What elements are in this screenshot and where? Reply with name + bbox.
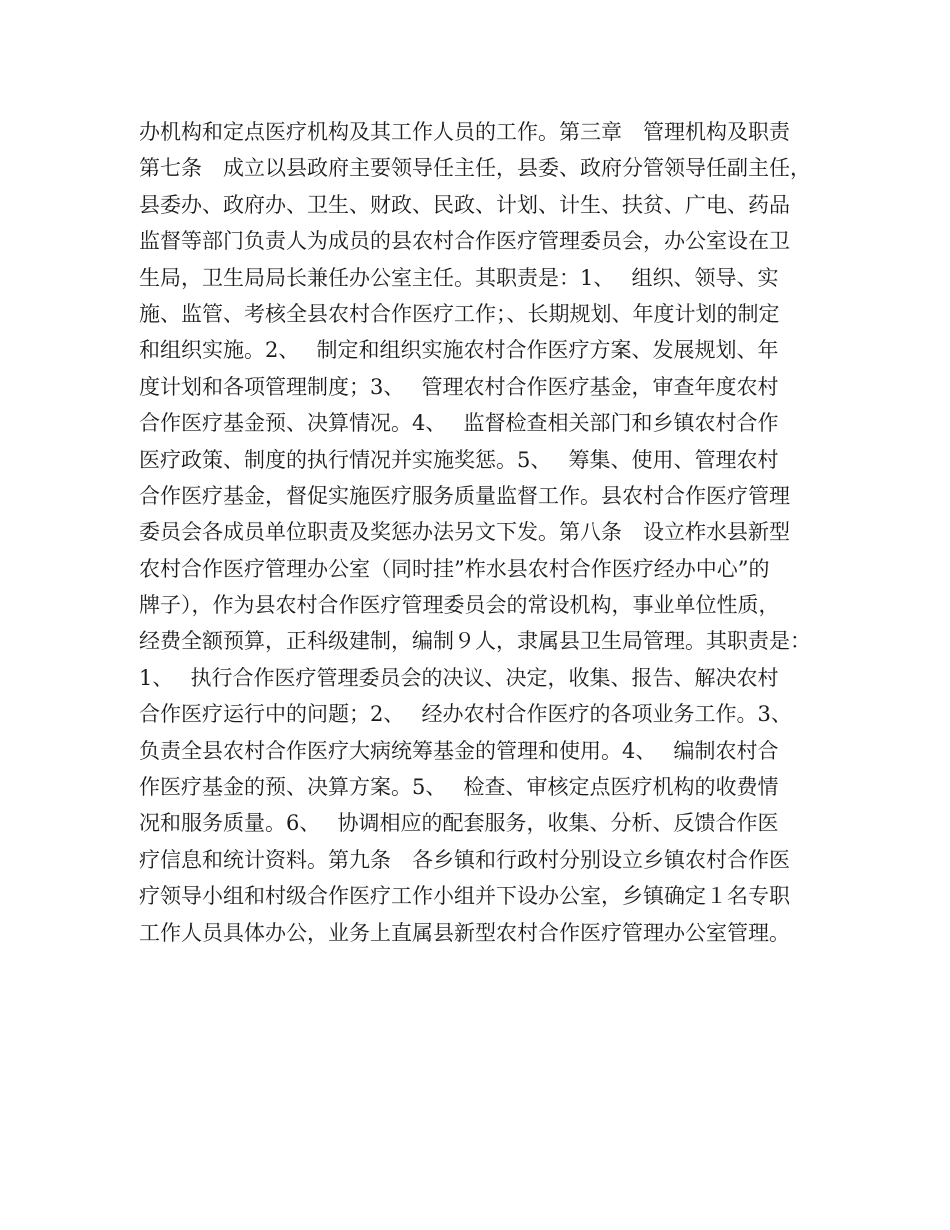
- text-line-4: 监督等部门负责人为成员的县农村合作医疗管理委员会，办公室设在卫: [139, 229, 790, 254]
- text-line-10: 医疗政策、制度的执行情况并实施奖惩。5、 筹集、使用、管理农村: [139, 447, 779, 472]
- text-line-18: 负责全县农村合作医疗大病统筹基金的管理和使用。4、 编制农村合: [139, 738, 779, 763]
- text-line-12: 委员会各成员单位职责及奖惩办法另文下发。第八条 设立柞水县新型: [139, 520, 790, 545]
- text-line-21: 疗信息和统计资料。第九条 各乡镇和行政村分别设立乡镇农村合作医: [139, 847, 790, 872]
- text-line-15: 经费全额预算，正科级建制，编制９人，隶属县卫生局管理。其职责是：: [139, 629, 811, 654]
- text-line-5: 生局，卫生局局长兼任办公室主任。其职责是：1、 组织、领导、实: [139, 265, 779, 290]
- text-line-16: 1、 执行合作医疗管理委员会的决议、决定，收集、报告、解决农村: [139, 665, 779, 690]
- text-line-19: 作医疗基金的预、决算方案。5、 检查、审核定点医疗机构的收费情: [139, 775, 779, 800]
- text-line-6: 施、监管、考核全县农村合作医疗工作；、长期规划、年度计划的制定: [139, 301, 780, 326]
- body-text: [139, 114, 819, 951]
- text-line-1: 办机构和定点医疗机构及其工作人员的工作。第三章 管理机构及职责: [139, 120, 790, 144]
- text-line-7: 和组织实施。2、 制定和组织实施农村合作医疗方案、发展规划、年: [139, 338, 779, 363]
- text-line-2: 第七条 成立以县政府主要领导任主任，县委、政府分管领导任副主任，: [139, 156, 811, 181]
- text-line-17: 合作医疗运行中的问题；2、 经办农村合作医疗的各项业务工作。3、: [139, 702, 792, 727]
- text-line-8: 度计划和各项管理制度；3、 管理农村合作医疗基金，审查年度农村: [139, 374, 779, 399]
- text-line-14: 牌子），作为县农村合作医疗管理委员会的常设机构，事业单位性质，: [139, 593, 780, 618]
- text-line-11: 合作医疗基金，督促实施医疗服务质量监督工作。县农村合作医疗管理: [139, 483, 790, 508]
- text-line-23: 工作人员具体办公，业务上直属县新型农村合作医疗管理办公室管理。: [139, 920, 790, 945]
- text-line-20: 况和服务质量。6、 协调相应的配套服务，收集、分析、反馈合作医: [139, 811, 779, 836]
- text-line-3: 县委办、政府办、卫生、财政、民政、计划、计生、扶贫、广电、药品: [139, 192, 790, 217]
- text-line-13: 农村合作医疗管理办公室（同时挂”柞水县农村合作医疗经办中心”的: [139, 556, 770, 581]
- text-line-9: 合作医疗基金预、决算情况。4、 监督检查相关部门和乡镇农村合作: [139, 411, 779, 436]
- text-line-22: 疗领导小组和村级合作医疗工作小组并下设办公室，乡镇确定１名专职: [139, 884, 790, 909]
